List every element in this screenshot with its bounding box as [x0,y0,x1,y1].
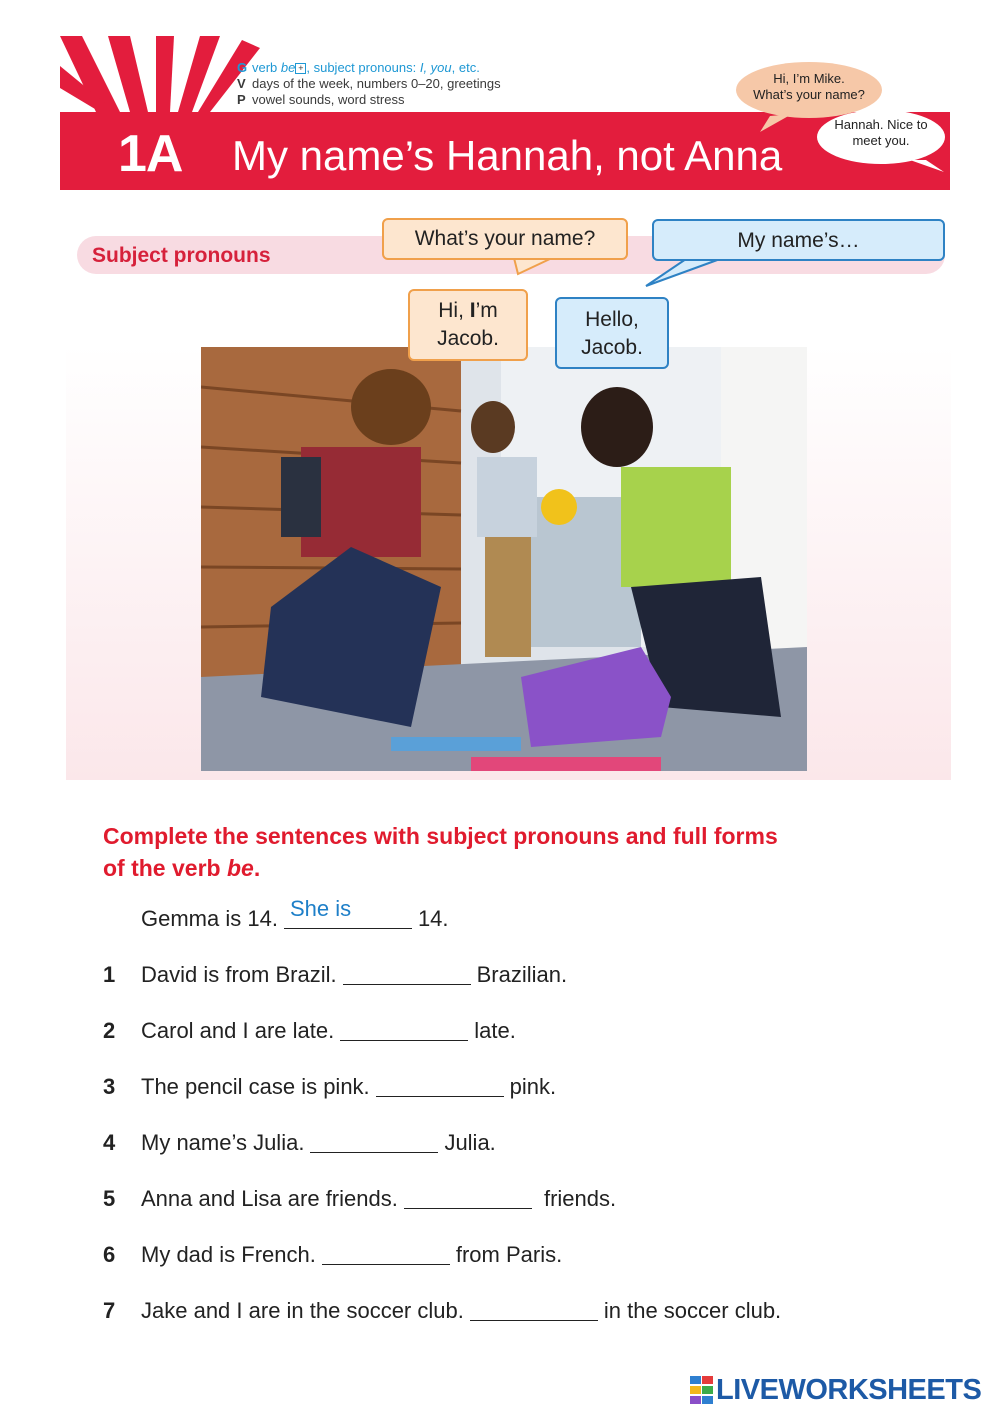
exercise-item: 7 Jake and I are in the soccer club. in the soccer club. [103,1298,782,1323]
example-answer-blank [284,896,412,929]
answer-input[interactable] [343,962,471,985]
objective-grammar: G verb be + , subject pronouns: I, you, etc. [237,60,480,75]
example-sentence: Gemma is 14. She is 14. [141,896,449,931]
exercise-item: 1 David is from Brazil. Brazilian. [103,962,568,987]
exercise-item: 5 Anna and Lisa are friends. friends. [103,1186,617,1211]
bubble-whats-your-name: What’s your name? [382,218,628,260]
answer-input[interactable] [310,1130,438,1153]
answer-input[interactable] [340,1018,468,1041]
objective-pronunciation: P vowel sounds, word stress [237,92,405,107]
bubble-hi-im-jacob: Hi, I’m Jacob. [408,289,528,361]
example-answer: She is [289,896,352,921]
answer-input[interactable] [470,1298,598,1321]
exercise-instructions: Complete the sentences with subject pronouns and full forms of the verb be. [103,823,778,881]
unit-number: 1A [118,125,183,183]
answer-input[interactable] [322,1242,450,1265]
students-photo [201,347,807,771]
bubble-my-name: My name’s… [652,219,945,261]
exercise-item: 2 Carol and I are late. late. [103,1018,516,1043]
answer-input[interactable] [376,1074,504,1097]
plus-box-icon: + [295,63,306,74]
liveworksheets-icon [690,1376,714,1404]
unit-title: My name’s Hannah, not Anna [232,132,783,179]
section-title: Subject pronouns [92,244,271,267]
answer-input[interactable] [404,1186,532,1209]
bubble-hello-jacob: Hello, Jacob. [555,297,669,369]
exercise-item: 4 My name’s Julia. Julia. [103,1130,496,1155]
speech-blob-mike: Hi, I’m Mike. What’s your name? [736,62,882,118]
exercise-item: 6 My dad is French. from Paris. [103,1242,563,1267]
objective-vocabulary: V days of the week, numbers 0–20, greetings [237,76,501,91]
speech-blob-hannah: Hannah. Nice to meet you. [817,110,945,164]
exercise-item: 3 The pencil case is pink. pink. [103,1074,557,1099]
